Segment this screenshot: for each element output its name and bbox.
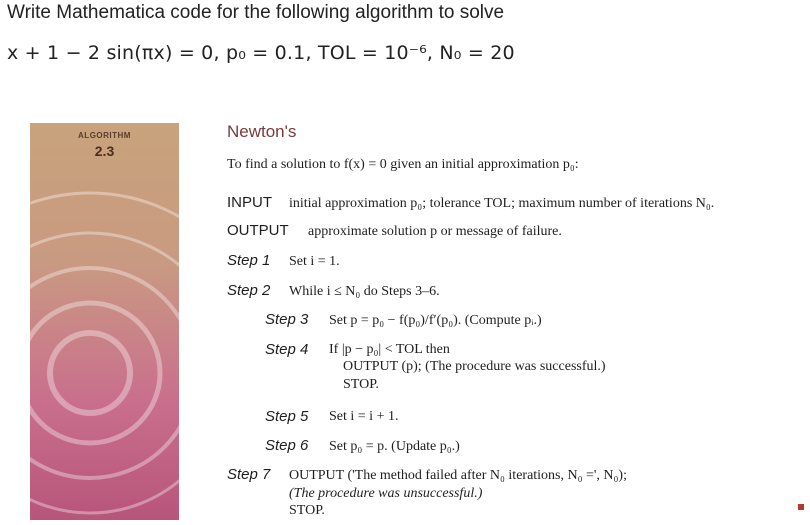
algorithm-label: ALGORITHM	[78, 131, 131, 140]
decorative-rings	[30, 123, 179, 520]
input-keyword: INPUT	[227, 194, 272, 211]
question-line-1: Write Mathematica code for the following algorithm to solve	[7, 2, 505, 23]
step-2-label: Step 2	[227, 282, 271, 299]
step-6-text: Set p₀ = p. (Update p₀.)	[329, 439, 460, 454]
corner-mark	[798, 504, 804, 510]
step-5-text: Set i = i + 1.	[329, 409, 399, 424]
algorithm-sidebar	[30, 123, 179, 520]
step-3-text: Set p = p₀ − f(p₀)/f′(p₀). (Compute pᵢ.)	[329, 313, 542, 328]
algorithm-number: 2.3	[94, 143, 115, 159]
output-keyword: OUTPUT	[227, 222, 289, 239]
output-text: approximate solution p or message of failure.	[308, 224, 562, 239]
step-4-label: Step 4	[265, 341, 309, 358]
step-4-stop: STOP.	[343, 377, 379, 392]
step-7-failure-note: (The procedure was unsuccessful.)	[289, 486, 483, 501]
step-5-label: Step 5	[265, 408, 309, 425]
input-text: initial approximation p₀; tolerance TOL; maximum number of iterations N₀.	[289, 196, 715, 211]
step-3-label: Step 3	[265, 311, 309, 328]
algorithm-title: Newton's	[227, 122, 297, 141]
question-equation: x + 1 − 2 sin(πx) = 0, p₀ = 0.1, TOL = 10⁻⁶, N₀ = 20	[7, 42, 515, 64]
algorithm-intro: To find a solution to f(x) = 0 given an initial approximation p₀:	[227, 157, 579, 172]
step-7-text: OUTPUT ('The method failed after N₀ iterations, N₀ =', N₀);	[289, 468, 627, 483]
step-4-text: If |p − p₀| < TOL then	[329, 342, 450, 357]
step-4-output: OUTPUT (p); (The procedure was successful.)	[343, 359, 606, 374]
step-7-label: Step 7	[227, 466, 271, 483]
step-6-label: Step 6	[265, 437, 309, 454]
step-1-text: Set i = 1.	[289, 254, 340, 269]
step-2-text: While i ≤ N₀ do Steps 3–6.	[289, 284, 440, 299]
step-1-label: Step 1	[227, 252, 271, 269]
step-7-stop: STOP.	[289, 503, 325, 518]
